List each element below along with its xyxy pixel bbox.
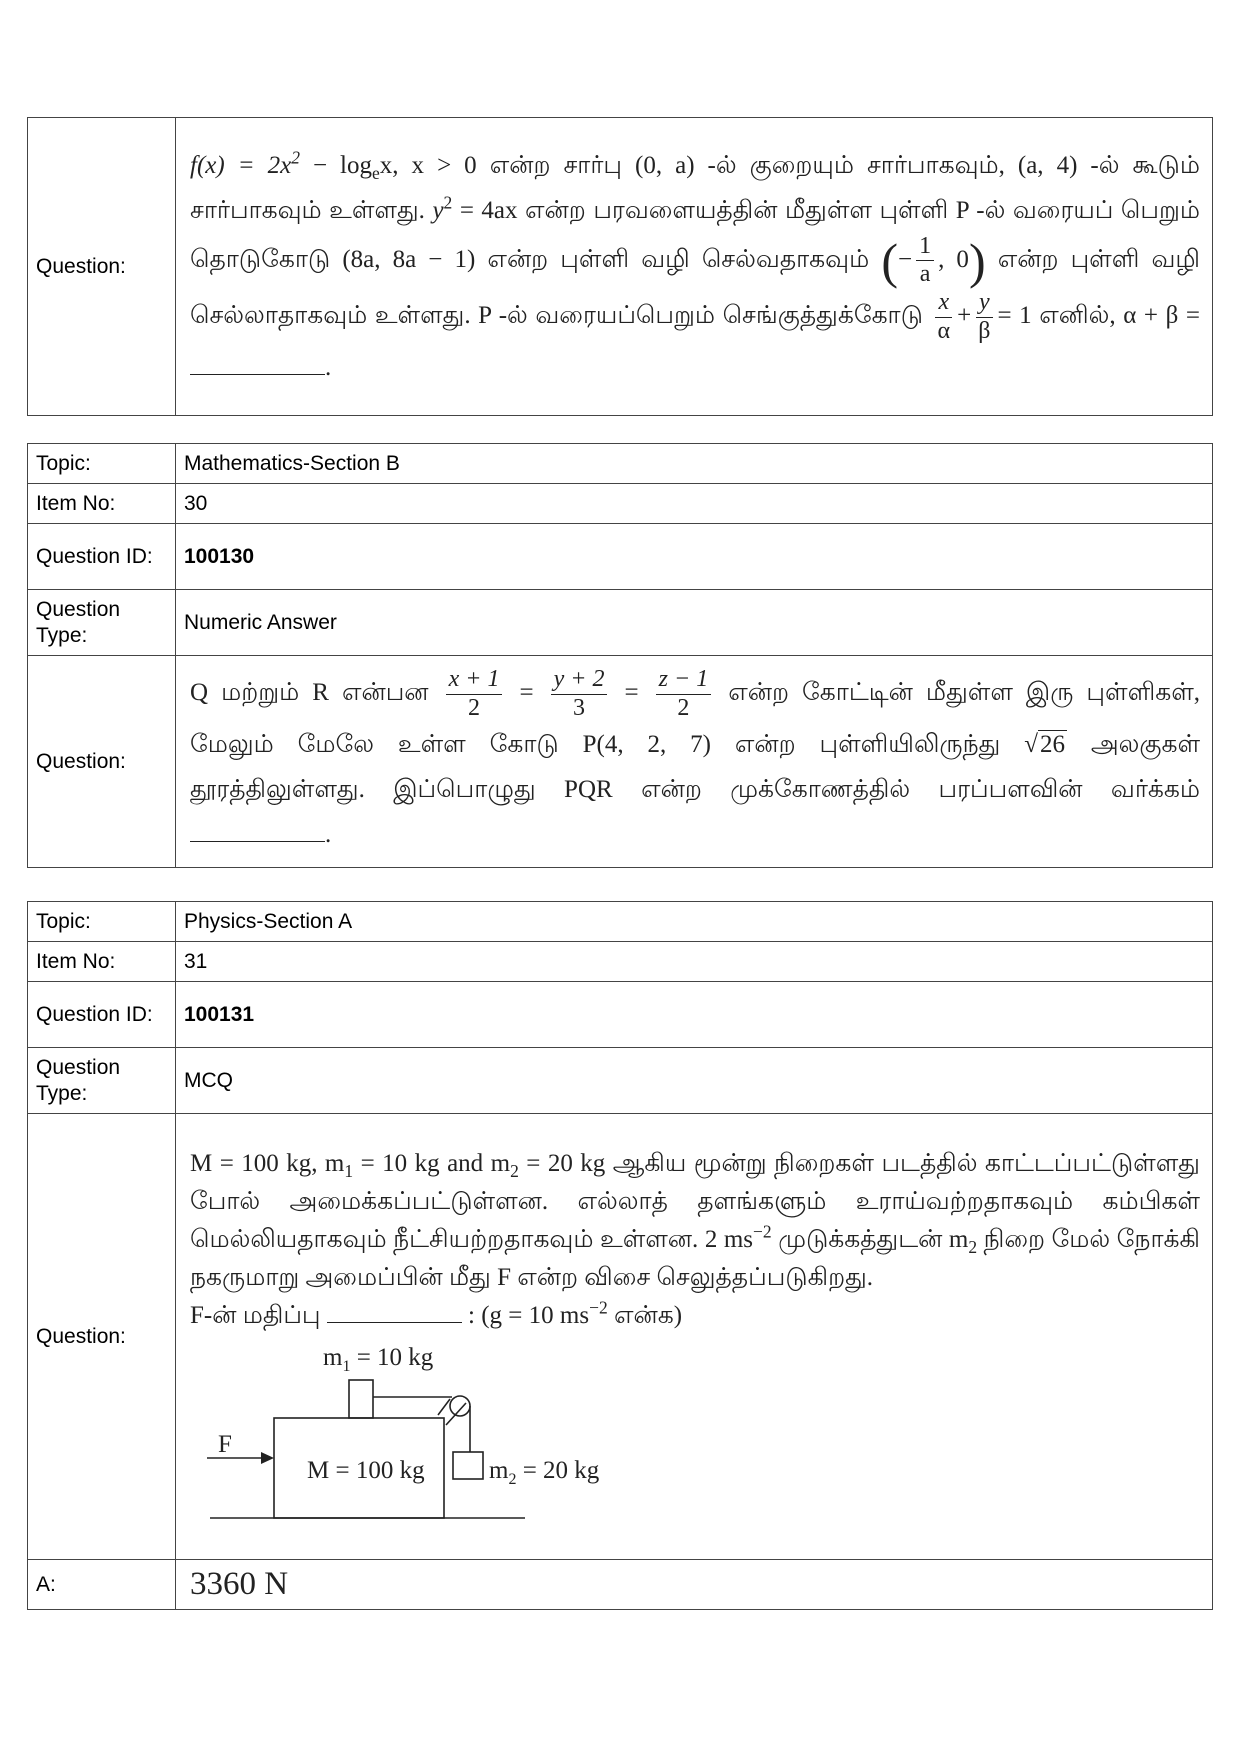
question-table-30 (27, 443, 1213, 868)
q29-s8: = 4ax என்ற பரவளையத்தின் மீதுள்ள புள்ளி P -ல் வரையப் பெறும் தொடுகோடு (8a, 8a − 1) என்ற புள்ளி வழி செல்வதாகவும் (190, 196, 1200, 273)
q29-s1: f(x) = 2x (190, 151, 292, 179)
question-type-value: Numeric Answer (176, 590, 1213, 656)
item-no-label: Item No: (28, 484, 176, 524)
item-no-value: 30 (176, 484, 1213, 524)
frac-den: 2 (677, 694, 690, 721)
topic-value: Mathematics-Section B (176, 444, 1213, 484)
small-block-m1 (349, 1380, 373, 1418)
question-text (176, 656, 1213, 868)
fraction-z (656, 666, 712, 722)
item-no-label: Item No: (28, 942, 176, 982)
pulley-mount (438, 1399, 450, 1415)
q30-s4: . (325, 821, 332, 849)
fraction-y-beta (975, 289, 993, 345)
q31-p4-sub: 2 (968, 1236, 978, 1257)
q30-s2: என்ற கோட்டின் மீதுள்ள இரு புள்ளிகள், மேலும் மேலே உள்ள கோடு P(4, 2, 7) என்ற புள்ளியிலிருந்து (190, 678, 1201, 759)
answer-blank (190, 352, 325, 375)
question-text (176, 118, 1213, 416)
q29-s11: . (325, 354, 332, 382)
answer-blank (190, 819, 325, 842)
minus-sign: − (897, 245, 913, 273)
big-block-label: M = 100 kg (307, 1456, 425, 1484)
m2-label: $m_2 = 20$ kg (489, 1456, 600, 1488)
force-arrow-head (261, 1452, 274, 1464)
item-no-value: 31 (176, 942, 1213, 982)
q31-p4: முடுக்கத்துடன் m (771, 1225, 969, 1253)
paren-open: ( (881, 232, 898, 289)
answer-value: 3360 N (176, 1560, 1213, 1610)
question-id-value: 100130 (176, 524, 1213, 590)
q31-p1: M = 100 kg, m (190, 1149, 345, 1177)
q30-s1: Q மற்றும் R என்பன (190, 678, 442, 706)
q29-s10: = 1 எனில், α + β = (997, 301, 1201, 329)
q31-p2: = 10 kg and m (353, 1149, 511, 1177)
q31-p2-sub: 2 (510, 1160, 519, 1181)
q29-s7: 2 (443, 192, 453, 213)
question-id-label: Question ID: (28, 524, 176, 590)
sqrt-value: 26 (1039, 731, 1065, 759)
q29-s4: e (372, 162, 380, 183)
q31-p3-sup: −2 (753, 1221, 772, 1242)
q30-s3: அலகுகள் தூரத்திலுள்ளது. இப்பொழுது PQR என்ற முக்கோணத்தில் பரப்பளவின் வர்க்கம் (190, 731, 1201, 804)
pulley (450, 1396, 470, 1416)
fraction-x (446, 666, 503, 722)
paren-close: ) (968, 232, 986, 289)
pulley-mount (446, 1403, 466, 1425)
q29-s6: y (432, 196, 444, 224)
question-label: Question: (28, 656, 176, 868)
question-id-value: 100131 (176, 982, 1213, 1048)
question-id-label: Question ID: (28, 982, 176, 1048)
hanging-block-m2 (453, 1452, 483, 1479)
q31-p1-sub: 1 (344, 1160, 354, 1181)
question-text (176, 1114, 1213, 1560)
q29-s5: x, x > 0 என்ற சார்பு (0, a) -ல் குறையும் சார்பாகவும், (a, 4) -ல் கூடும் சார்பாகவும் உள்ளது. (190, 151, 1200, 224)
topic-value: Physics-Section A (176, 902, 1213, 942)
answer-label: A: (28, 1560, 176, 1610)
frac-den: a (919, 261, 931, 288)
q31-p5: நிறை மேல் நோக்கி நகருமாறு அமைப்பின் மீது F என்ற விசை செலுத்தப்படுகிறது. (190, 1225, 1201, 1291)
question-line-2 (190, 1297, 1200, 1335)
force-label: F (218, 1430, 232, 1458)
q31-p3: = 20 kg ஆகிய மூன்று நிறைகள் படத்தில் காட்டப்பட்டுள்ளது போல் அமைக்கப்பட்டுள்ளன. எல்லாத் தளங்களும் உராய்வற்றதாகவும் கம்பிகள் மெல்லியதாகவும் நீட்சியற்றதாகவும் உள்ளன. 2 ms (190, 1149, 1200, 1253)
question-type-value: MCQ (176, 1048, 1213, 1114)
q31-l2-sup: −2 (589, 1297, 608, 1318)
q31-l2b: : (g = 10 ms (461, 1301, 590, 1329)
frac-den: α (937, 317, 951, 344)
fraction-x-alpha (935, 289, 954, 345)
frac-num: x (935, 289, 952, 318)
topic-label: Topic: (28, 902, 176, 942)
question-table-31 (27, 901, 1213, 1610)
question-label: Question: (28, 118, 176, 416)
frac-num: z − 1 (656, 666, 712, 695)
fraction-1-over-a (916, 233, 934, 289)
q31-l2c: என்க) (607, 1301, 683, 1329)
topic-label: Topic: (28, 444, 176, 484)
frac-num: y + 2 (551, 666, 608, 695)
frac-den: 2 (468, 694, 481, 721)
fraction-y (551, 666, 608, 722)
frac-num: y (976, 289, 993, 318)
q31-l2a: F-ன் மதிப்பு (190, 1301, 321, 1329)
answer-blank (327, 1300, 462, 1323)
question-label: Question: (28, 1114, 176, 1560)
question-paragraph (190, 1145, 1200, 1297)
question-type-label: Question Type: (28, 590, 176, 656)
q29-s2: 2 (291, 147, 300, 168)
frac-num: x + 1 (446, 666, 503, 695)
equals-sign: = (519, 678, 534, 706)
frac-num: 1 (916, 233, 934, 262)
sqrt-sign: √ (1024, 731, 1038, 759)
frac-den: β (978, 317, 991, 344)
q29-s3: − log (299, 151, 373, 179)
equals-sign: = (624, 678, 639, 706)
question-type-label: Question Type: (28, 1048, 176, 1114)
question-table-29 (27, 117, 1213, 416)
q29-s9: என்ற புள்ளி வழி செல்லாதாகவும் உள்ளது. P -ல் வரையப்பெறும் செங்குத்துக்கோடு (190, 245, 1201, 329)
plus-sign: + (957, 301, 972, 329)
frac-den: 3 (573, 694, 586, 721)
m1-label: $m_1 = 10$ kg (323, 1343, 434, 1375)
zero-coord: , 0 (938, 245, 969, 273)
physics-diagram (190, 1335, 650, 1535)
